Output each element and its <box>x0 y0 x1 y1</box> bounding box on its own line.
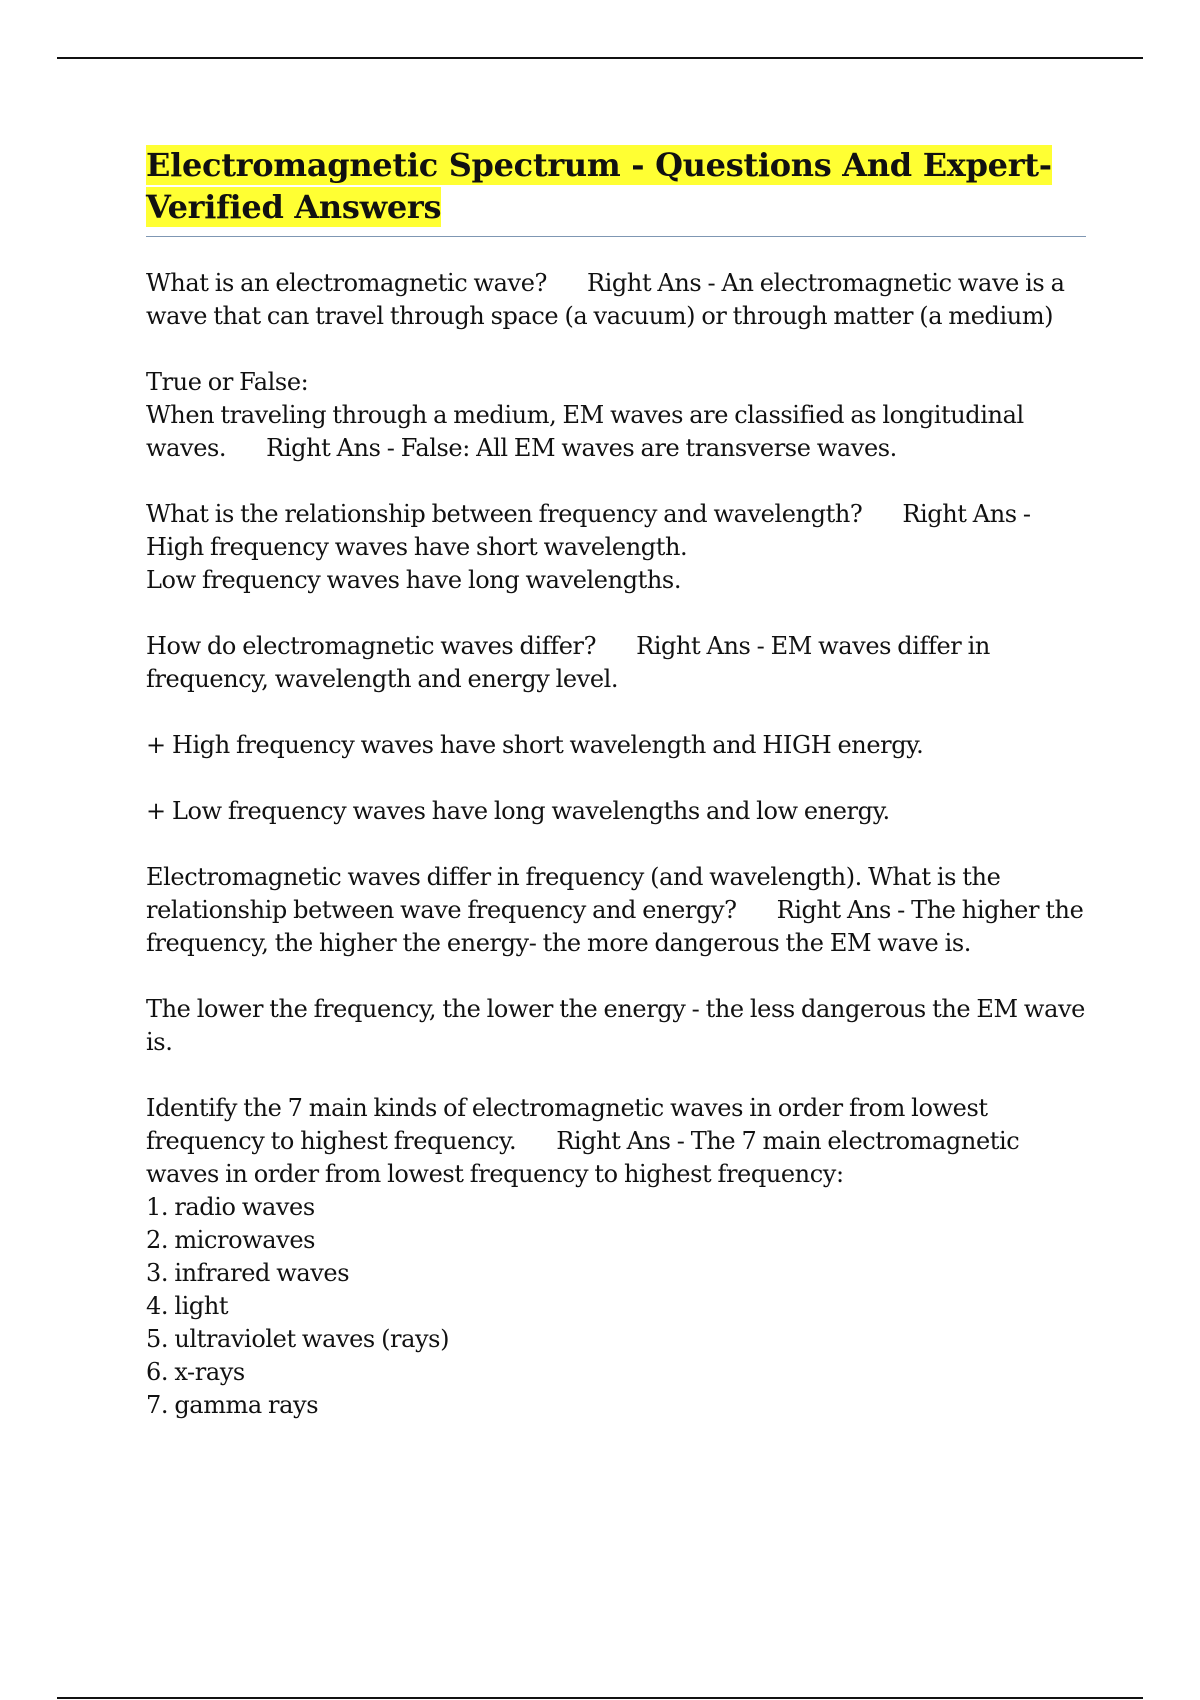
page-top-rule <box>57 57 1143 59</box>
list-item: 2. microwaves <box>146 1226 316 1254</box>
answer-bullet: + Low frequency waves have long wavelengths and low energy. <box>146 797 890 825</box>
question-text: What is an electromagnetic wave? <box>146 269 547 297</box>
answer-text: High frequency waves have short wavelength. <box>146 533 688 561</box>
answer-label: Right Ans - <box>266 434 395 462</box>
list-item: 6. x-rays <box>146 1358 245 1386</box>
question-text: How do electromagnetic waves differ? <box>146 632 597 660</box>
answer-bullet: + High frequency waves have short wavelength and HIGH energy. <box>146 731 924 759</box>
answer-label: Right Ans - <box>556 1127 685 1155</box>
answer-text: The 7 main electromagnetic waves in order from lowest frequency to highest frequency: <box>146 1127 1020 1188</box>
answer-label: Right Ans - <box>636 632 765 660</box>
qa-item <box>146 1092 1086 1191</box>
answer-extra: Low frequency waves have long wavelengths. <box>146 566 682 594</box>
qa-item-intro: True or False: <box>146 368 309 396</box>
document-title <box>146 144 1086 228</box>
answer-text: EM waves differ in frequency, wavelength and energy level. <box>146 632 990 693</box>
answer-text: False: All EM waves are transverse waves. <box>400 434 897 462</box>
list-item: 4. light <box>146 1292 229 1320</box>
answer-text: An electromagnetic wave is a wave that can travel through space (a vacuum) or through matter (a medium) <box>146 269 1065 330</box>
qa-item <box>146 630 1086 696</box>
qa-item <box>146 399 1086 465</box>
question-text: Identify the 7 main kinds of electromagnetic waves in order from lowest frequency to highest frequency. <box>146 1094 988 1155</box>
list-item: 3. infrared waves <box>146 1259 350 1287</box>
qa-item <box>146 267 1086 333</box>
list-item: 7. gamma rays <box>146 1391 319 1419</box>
answer-label: Right Ans - <box>586 269 716 297</box>
qa-list <box>146 267 1086 1422</box>
document-body <box>146 144 1086 1422</box>
answer-extra: The lower the frequency, the lower the energy - the less dangerous the EM wave is. <box>146 995 1085 1056</box>
document-title-text: Electromagnetic Spectrum - Questions And Expert-Verified Answers <box>146 146 1052 226</box>
question-text: What is the relationship between frequency and wavelength? <box>146 500 863 528</box>
answer-label: Right Ans - <box>776 896 905 924</box>
question-text: When traveling through a medium, EM waves are classified as longitudinal waves. <box>146 401 1024 462</box>
question-text: Electromagnetic waves differ in frequency (and wavelength). What is the relationship between wave frequency and energy? <box>146 863 1001 924</box>
list-item: 5. ultraviolet waves (rays) <box>146 1325 450 1353</box>
answer-text: The higher the frequency, the higher the energy- the more dangerous the EM wave is. <box>146 896 1084 957</box>
qa-item <box>146 861 1086 960</box>
answer-label: Right Ans - <box>902 500 1031 528</box>
qa-item <box>146 498 1086 564</box>
list-item: 1. radio waves <box>146 1193 315 1221</box>
page-bottom-rule <box>57 1697 1143 1699</box>
